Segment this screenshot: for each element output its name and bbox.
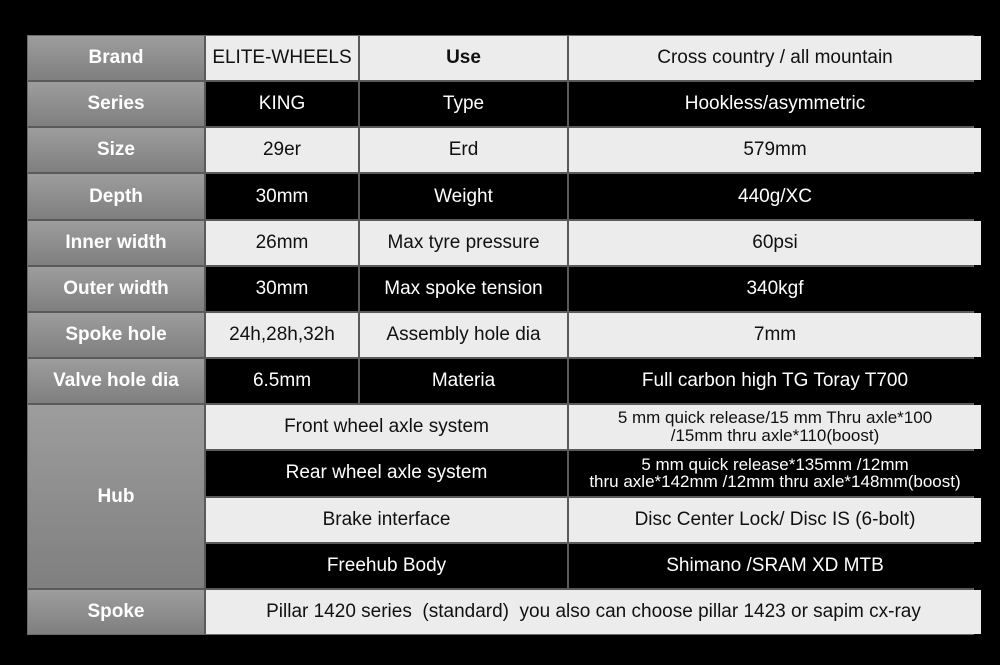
hub-freehub-body-value: Shimano /SRAM XD MTB bbox=[569, 544, 981, 588]
value-materia: Full carbon high TG Toray T700 bbox=[569, 359, 981, 403]
value-erd: 579mm bbox=[569, 128, 981, 172]
label-outer-width: Outer width bbox=[28, 267, 204, 311]
label-series: Series bbox=[28, 82, 204, 126]
value-outer-width: 30mm bbox=[206, 267, 358, 311]
label-hub: Hub bbox=[28, 405, 204, 588]
value-spoke: Pillar 1420 series (standard) you also can choose pillar 1423 or sapim cx-ray bbox=[206, 590, 981, 634]
hub-freehub-body-label: Freehub Body bbox=[206, 544, 567, 588]
spec-table bbox=[27, 35, 974, 635]
label-materia: Materia bbox=[360, 359, 567, 403]
hub-front-axle-value bbox=[569, 405, 981, 449]
label-type: Type bbox=[360, 82, 567, 126]
value-depth: 30mm bbox=[206, 174, 358, 218]
hub-rear-axle-label: Rear wheel axle system bbox=[206, 451, 567, 495]
hub-front-axle-line1: 5 mm quick release/15 mm Thru axle*100 bbox=[617, 408, 933, 428]
label-assembly-hole-dia: Assembly hole dia bbox=[360, 313, 567, 357]
value-assembly-hole-dia: 7mm bbox=[569, 313, 981, 357]
label-valve-hole-dia: Valve hole dia bbox=[28, 359, 204, 403]
value-inner-width: 26mm bbox=[206, 221, 358, 265]
value-type: Hookless/asymmetric bbox=[569, 82, 981, 126]
hub-brake-interface-value: Disc Center Lock/ Disc IS (6-bolt) bbox=[569, 498, 981, 542]
label-brand: Brand bbox=[28, 36, 204, 80]
hub-front-axle-line2: /15mm thru axle*110(boost) bbox=[670, 426, 880, 446]
value-use: Cross country / all mountain bbox=[569, 36, 981, 80]
label-max-spoke-tension: Max spoke tension bbox=[360, 267, 567, 311]
hub-front-axle-label: Front wheel axle system bbox=[206, 405, 567, 449]
value-max-spoke-tension: 340kgf bbox=[569, 267, 981, 311]
value-valve-hole-dia: 6.5mm bbox=[206, 359, 358, 403]
hub-brake-interface-label: Brake interface bbox=[206, 498, 567, 542]
label-spoke: Spoke bbox=[28, 590, 204, 634]
hub-rear-axle-line2: thru axle*142mm /12mm thru axle*148mm(boost) bbox=[589, 472, 961, 492]
value-weight: 440g/XC bbox=[569, 174, 981, 218]
label-depth: Depth bbox=[28, 174, 204, 218]
label-inner-width: Inner width bbox=[28, 221, 204, 265]
label-max-tyre-pressure: Max tyre pressure bbox=[360, 221, 567, 265]
value-size: 29er bbox=[206, 128, 358, 172]
label-size: Size bbox=[28, 128, 204, 172]
label-spoke-hole: Spoke hole bbox=[28, 313, 204, 357]
value-brand: ELITE-WHEELS bbox=[206, 36, 358, 80]
label-erd: Erd bbox=[360, 128, 567, 172]
value-series: KING bbox=[206, 82, 358, 126]
label-use: Use bbox=[360, 36, 567, 80]
value-spoke-hole: 24h,28h,32h bbox=[206, 313, 358, 357]
value-max-tyre-pressure: 60psi bbox=[569, 221, 981, 265]
hub-rear-axle-line1: 5 mm quick release*135mm /12mm bbox=[641, 454, 909, 474]
hub-rear-axle-value bbox=[569, 451, 981, 495]
label-weight: Weight bbox=[360, 174, 567, 218]
